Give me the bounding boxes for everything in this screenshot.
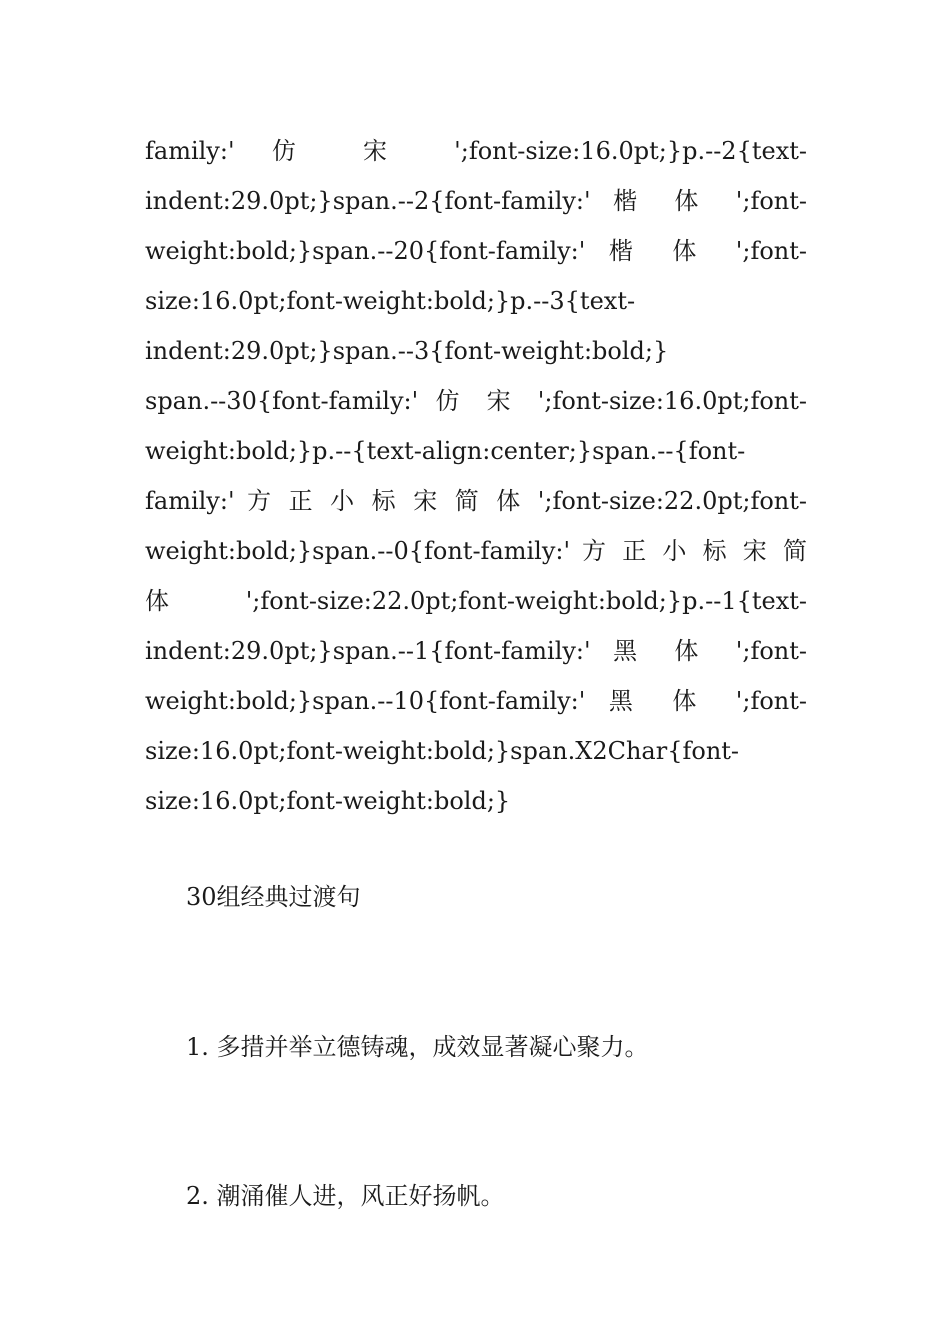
stylesheet-line: indent:29.0pt;}span.--2{font-family:' 楷 体 ';font- (145, 187, 807, 215)
stylesheet-line: weight:bold;}span.--10{font-family:' 黑 体 ';font- (145, 687, 807, 715)
stylesheet-line: indent:29.0pt;}span.--1{font-family:' 黑 体 ';font- (145, 637, 807, 665)
list-item: 1. 多措并举立德铸魂，成效显著凝心聚力。 (186, 1033, 649, 1061)
stylesheet-line: size:16.0pt;font-weight:bold;}span.X2Char{font- (145, 737, 740, 765)
stylesheet-line: weight:bold;}span.--20{font-family:' 楷 体 ';font- (145, 237, 807, 265)
list-item: 2. 潮涌催人进，风正好扬帆。 (186, 1182, 505, 1210)
stylesheet-line: weight:bold;}p.--{text-align:center;}span.--{font- (145, 437, 746, 465)
stylesheet-line: weight:bold;}span.--0{font-family:' 方 正 小 标 宋 简 (145, 537, 807, 565)
stylesheet-line: 体 ';font-size:22.0pt;font-weight:bold;}p.--1{text- (145, 587, 807, 615)
stylesheet-line: family:' 方 正 小 标 宋 简 体 ';font-size:22.0pt;font- (145, 487, 807, 515)
stylesheet-line: size:16.0pt;font-weight:bold;}p.--3{text- (145, 287, 636, 315)
document-heading: 30组经典过渡句 (186, 883, 361, 911)
stylesheet-line: size:16.0pt;font-weight:bold;} (145, 787, 511, 815)
stylesheet-line: span.--30{font-family:' 仿 宋 ';font-size:16.0pt;font- (145, 387, 807, 415)
stylesheet-line: indent:29.0pt;}span.--3{font-weight:bold;} (145, 337, 669, 365)
stylesheet-text-block (145, 126, 807, 826)
stylesheet-line: family:' 仿 宋 ';font-size:16.0pt;}p.--2{text- (145, 137, 807, 165)
